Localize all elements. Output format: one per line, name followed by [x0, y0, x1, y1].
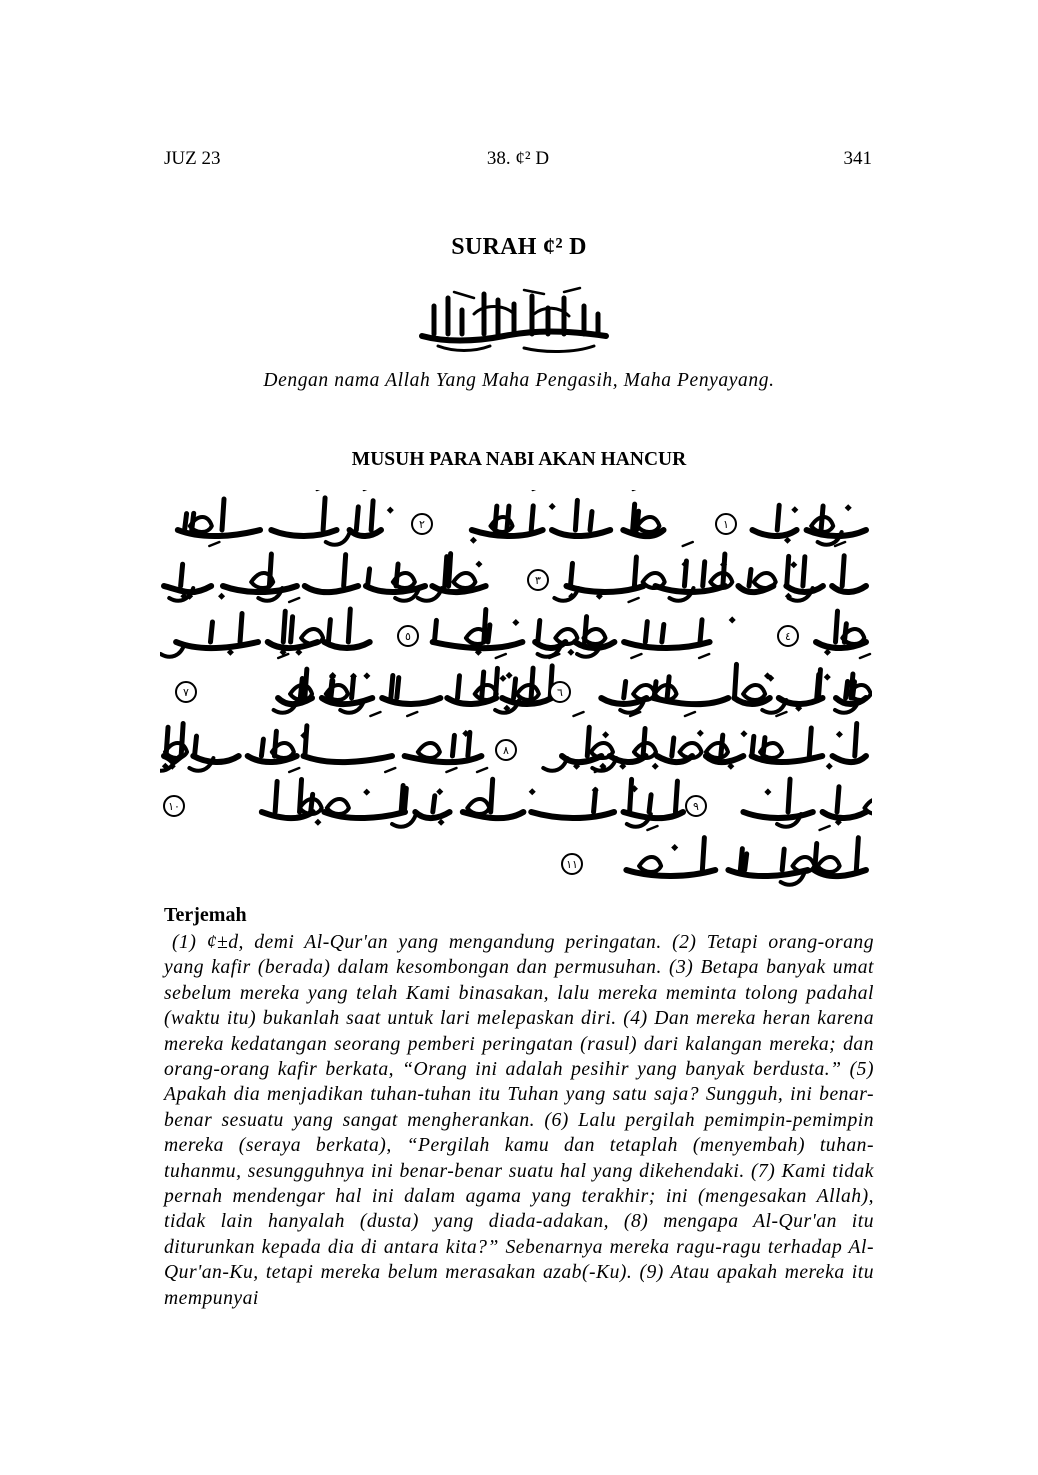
running-header — [164, 148, 872, 174]
verse-marker-number: ٢ — [419, 518, 425, 531]
verse-marker-number: ١ — [723, 518, 729, 531]
verse-marker-number: ١١ — [566, 858, 578, 871]
verse-marker-10 — [164, 796, 184, 816]
verse-marker-3 — [528, 570, 548, 590]
verse-marker-number: ٣ — [535, 574, 541, 587]
arabic-line-2 — [164, 542, 866, 601]
basmala-calligraphy-icon — [414, 284, 614, 354]
verse-marker-number: ٩ — [693, 800, 699, 813]
verse-marker-4 — [778, 626, 798, 646]
basmala-translation: Dengan nama Allah Yang Maha Pengasih, Maha Penyayang. — [263, 370, 775, 391]
section-heading: MUSUH PARA NABI AKAN HANCUR — [351, 449, 687, 470]
arabic-verses-calligraphy-icon — [160, 490, 872, 892]
verse-marker-number: ٨ — [503, 744, 509, 757]
verse-marker-2 — [412, 514, 432, 534]
translation-text: (1) ¢±d, demi Al-Qur'an yang mengandung peringatan. (2) Tetapi orang-orang yang kafir (berada) dalam kesombongan dan permusuhan. (3) Betapa banyak umat sebelum mereka yang telah Kami binasakan, lalu mereka meminta tolong padahal (waktu itu) bukanlah saat untuk lari melepaskan diri. (4) Dan mereka heran karena mereka kedatangan seorang pemberi peringatan (rasul) dari kalangan mereka; dan orang-orang kafir berkata, “Orang ini adalah pesihir yang banyak berdusta.” (5) Apakah dia menjadikan tuhan-tuhan itu Tuhan yang satu saja? Sungguh, ini benar-benar sesuatu yang sangat mengherankan. (6) Lalu pergilah pemimpin-pemimpin mereka (seraya berkata), “Pergilah kamu dan tetaplah (menyembah) tuhan-tuhanmu, sesungguhnya ini benar-benar suatu hal yang dikehendaki. (7) Kami tidak pernah mendengar hal ini dalam agama yang terakhir; ini (mengesakan Allah), tidak lain hanyalah (dusta) yang diada-adakan, (8) mengapa Al-Qur'an itu diturunkan kepada dia di antara kita?” Sebenarnya mereka ragu-ragu terhadap Al-Qur'an-Ku, tetapi mereka belum merasakan azab(-Ku). (9) Atau apakah mereka itu mempunyai — [164, 932, 874, 1309]
arabic-line-3 — [161, 598, 866, 657]
terjemah-heading: Terjemah — [164, 904, 247, 926]
arabic-line-6 — [262, 768, 872, 827]
arabic-line-5 — [160, 712, 872, 771]
arabic-line-1 — [178, 490, 866, 545]
verse-marker-number: ١٠ — [168, 800, 180, 813]
verse-marker-1 — [716, 514, 736, 534]
surah-reference: 38. ¢² D — [486, 148, 550, 169]
page-number: 341 — [843, 148, 872, 169]
verse-marker-number: ٤ — [785, 630, 791, 643]
verse-marker-number: ٦ — [557, 686, 563, 699]
verse-marker-6 — [550, 682, 570, 702]
arabic-line-7 — [626, 826, 866, 885]
verse-marker-9 — [686, 796, 706, 816]
verse-marker-number: ٥ — [405, 630, 411, 643]
verse-marker-number: ٧ — [183, 686, 189, 699]
verse-marker-5 — [398, 626, 418, 646]
verse-marker-11 — [562, 854, 582, 874]
verse-marker-7 — [176, 682, 196, 702]
arabic-line-4 — [274, 654, 871, 713]
verse-marker-8 — [496, 740, 516, 760]
juz-label: JUZ 23 — [164, 148, 221, 169]
surah-title: SURAH ¢² D — [451, 234, 587, 260]
